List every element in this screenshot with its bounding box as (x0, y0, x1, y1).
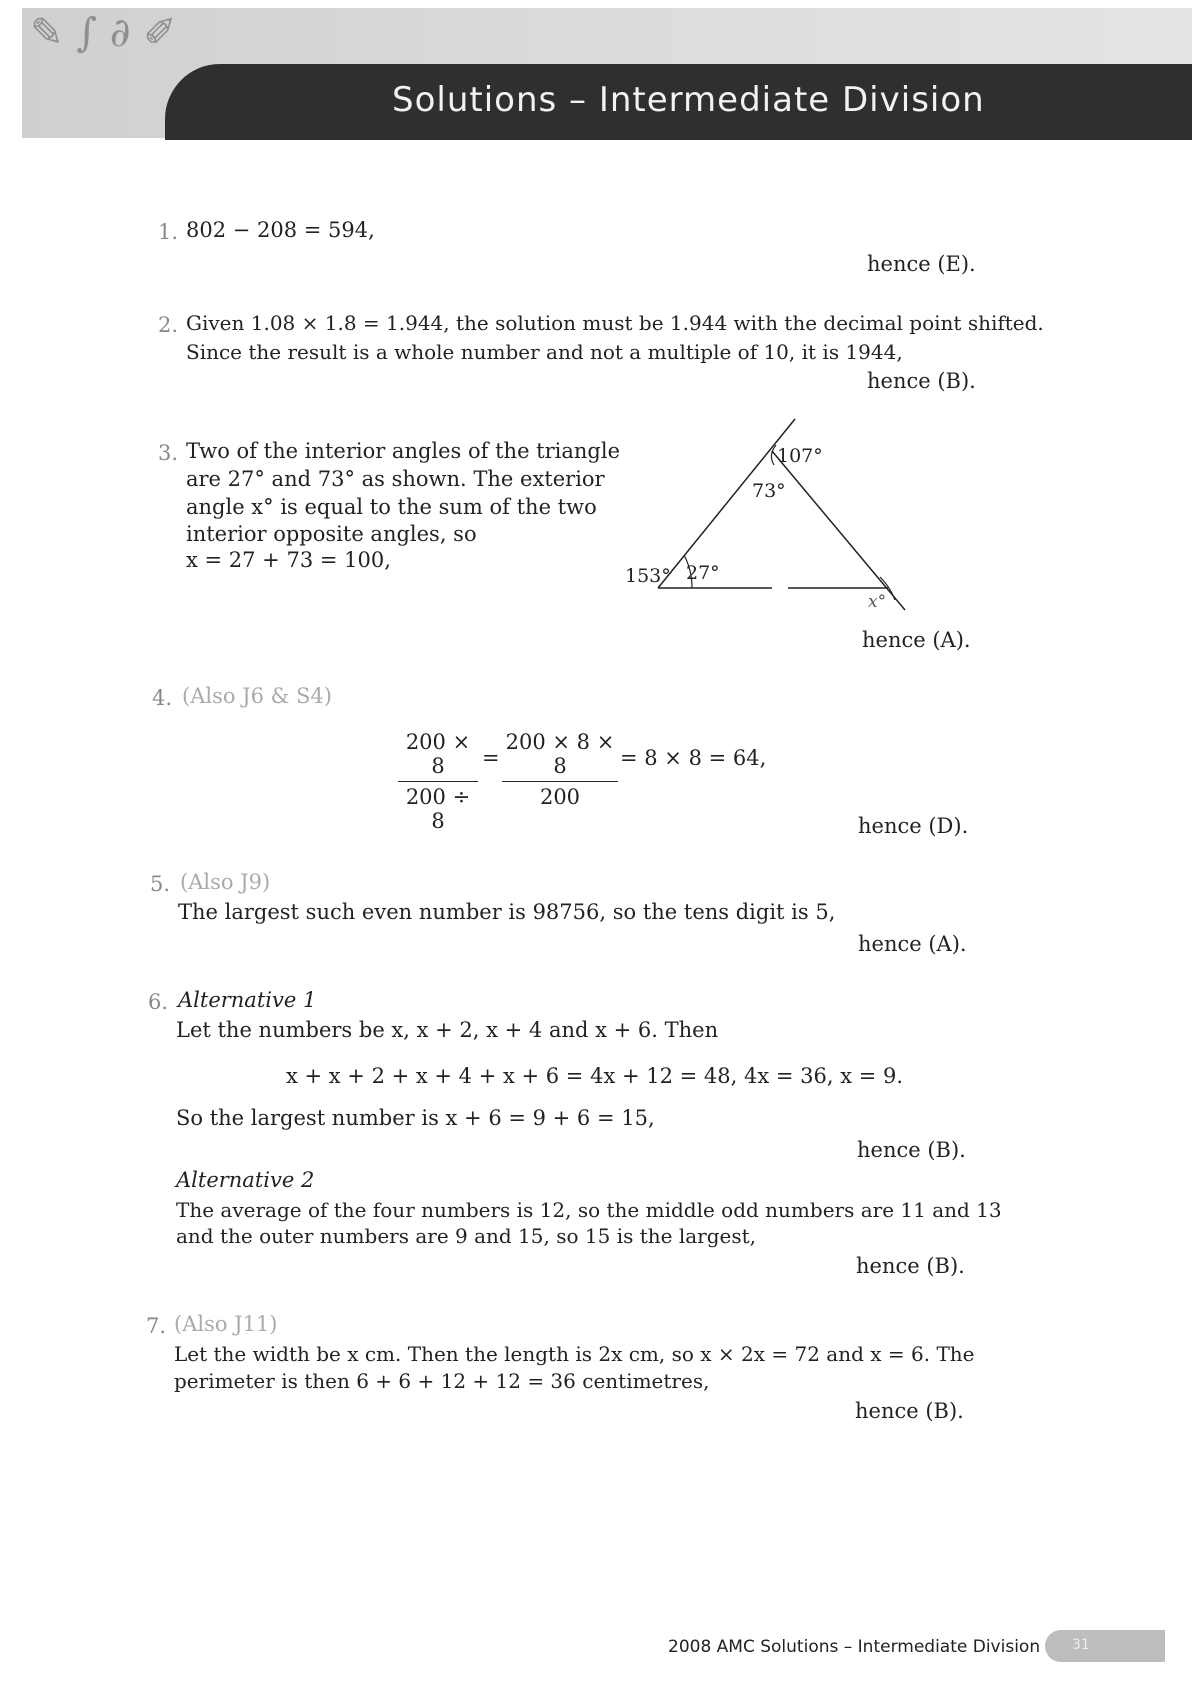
angle-label-x: x° (868, 592, 887, 612)
q6-equation: x + x + 2 + x + 4 + x + 6 = 4x + 12 = 48, 4x = 36, x = 9. (286, 1064, 904, 1088)
q6-answer-1: hence (B). (857, 1138, 966, 1162)
fraction-1-bar (398, 781, 478, 782)
fraction-1 (398, 730, 478, 833)
fraction-2-numerator: 200 × 8 × 8 (505, 730, 615, 778)
q3-line1: Two of the interior angles of the triangle (186, 439, 620, 463)
q4-number: 4. (152, 686, 173, 710)
q3-line2: are 27° and 73° as shown. The exterior (186, 467, 605, 491)
footer-page-tab (1045, 1630, 1165, 1662)
q6-answer-2: hence (B). (856, 1254, 965, 1278)
q7-number: 7. (146, 1314, 167, 1338)
q6-line3: The average of the four numbers is 12, so the middle odd numbers are 11 and 13 (176, 1198, 1002, 1222)
q3-answer: hence (A). (862, 628, 971, 652)
q6-number: 6. (148, 990, 169, 1014)
angle-label-153: 153° (625, 565, 671, 587)
q2-line2: Since the result is a whole number and not a multiple of 10, it is 1944, (186, 340, 903, 364)
header-scribble: ✎ ∫ ∂ ✐ (30, 10, 177, 56)
triangle-figure (600, 405, 930, 625)
q5-number: 5. (150, 872, 171, 896)
fraction-2-bar (502, 781, 618, 782)
q2-line1: Given 1.08 × 1.8 = 1.944, the solution must be 1.944 with the decimal point shifted. (186, 311, 1044, 335)
q7-line1: Let the width be x cm. Then the length is 2x cm, so x × 2x = 72 and x = 6. The (174, 1342, 975, 1366)
q4-result: = 8 × 8 = 64, (620, 746, 767, 770)
angle-label-107: 107° (777, 445, 823, 467)
q5-also: (Also J9) (180, 870, 271, 894)
fraction-1-denominator: 200 ÷ 8 (405, 785, 471, 833)
angle-label-73: 73° (752, 480, 786, 502)
q7-answer: hence (B). (855, 1399, 964, 1423)
page-number: 31 (1072, 1637, 1090, 1653)
q4-also: (Also J6 & S4) (182, 684, 332, 708)
q3-number: 3. (158, 441, 179, 465)
q6-alt2-heading: Alternative 2 (176, 1168, 315, 1192)
q5-answer: hence (A). (858, 932, 967, 956)
triangle-left-side (658, 419, 795, 588)
q7-line2: perimeter is then 6 + 6 + 12 + 12 = 36 centimetres, (174, 1369, 710, 1393)
q1-number: 1. (158, 220, 179, 244)
q2-number: 2. (158, 313, 179, 337)
triangle-right-side (772, 451, 905, 610)
q7-also: (Also J11) (174, 1312, 278, 1336)
q3-line4: interior opposite angles, so (186, 522, 477, 546)
q6-line2: So the largest number is x + 6 = 9 + 6 = 15, (176, 1106, 655, 1130)
q2-answer: hence (B). (867, 369, 976, 393)
angle-label-27: 27° (686, 562, 720, 584)
q3-line3: angle x° is equal to the sum of the two (186, 495, 597, 519)
q6-alt1-heading: Alternative 1 (178, 988, 317, 1012)
q1-text: 802 − 208 = 594, (186, 218, 375, 242)
page-title: Solutions – Intermediate Division (392, 80, 985, 120)
q4-answer: hence (D). (858, 814, 969, 838)
q6-line1: Let the numbers be x, x + 2, x + 4 and x + 6. Then (176, 1018, 719, 1042)
fraction-1-numerator: 200 × 8 (405, 730, 471, 778)
q1-answer: hence (E). (867, 252, 976, 276)
q6-line4: and the outer numbers are 9 and 15, so 15 is the largest, (176, 1224, 756, 1248)
fraction-2 (502, 730, 618, 809)
q3-line5: x = 27 + 73 = 100, (186, 548, 391, 572)
equals-sign: = (482, 746, 500, 770)
fraction-2-denominator: 200 (539, 785, 581, 809)
footer-text: 2008 AMC Solutions – Intermediate Division (668, 1637, 1041, 1657)
q5-text: The largest such even number is 98756, so the tens digit is 5, (178, 900, 836, 924)
